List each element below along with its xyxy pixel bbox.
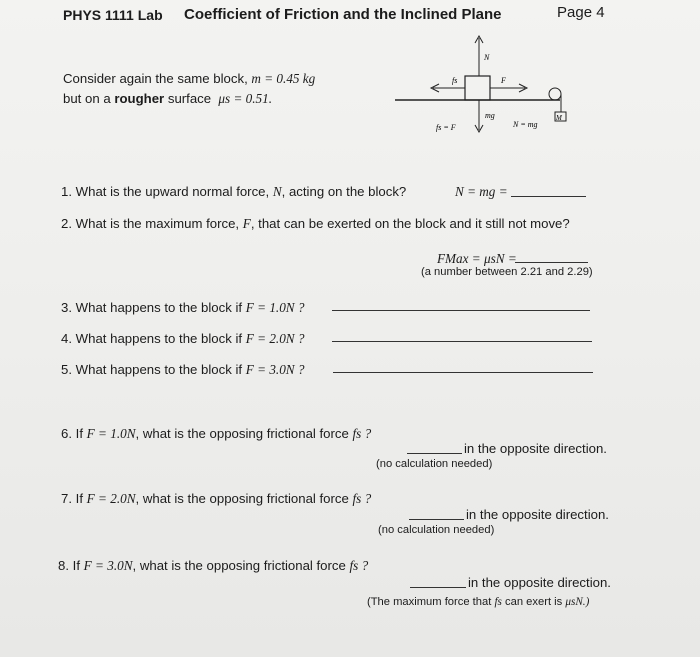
question-variable: N: [272, 184, 282, 199]
intro-text: Consider again the same block,: [63, 71, 248, 86]
question-number: 4.: [61, 331, 72, 346]
question-number: 6.: [61, 426, 72, 441]
q7-note: (no calculation needed): [378, 524, 495, 536]
q1-equation: N = mg =: [455, 184, 508, 199]
intro-bold-word: rougher: [114, 91, 165, 106]
q8-answer-blank[interactable]: [410, 587, 466, 588]
intro-line-2: [63, 91, 272, 107]
intro-text-3: surface: [167, 91, 212, 106]
question-number: 8.: [58, 558, 69, 573]
page-title: Coefficient of Friction and the Inclined Plane: [184, 6, 502, 23]
page-number: Page 4: [557, 4, 605, 21]
force-value: F = 3.0N: [83, 558, 133, 573]
q6-answer-suffix: in the opposite direction.: [464, 441, 607, 456]
q6-answer-blank[interactable]: [407, 453, 462, 454]
note-text-2: can exert is: [505, 596, 563, 608]
question-text: What is the upward normal force,: [75, 184, 270, 199]
question-text: What is the maximum force,: [75, 216, 240, 231]
normal-label: N: [484, 53, 490, 62]
q7-answer-suffix: in the opposite direction.: [466, 507, 609, 522]
question-text: If: [75, 491, 83, 506]
mu-value: μs = 0.51.: [218, 91, 273, 106]
force-value: F = 1.0N ?: [245, 300, 305, 315]
question-text: What happens to the block if: [75, 300, 243, 315]
force-value: F = 3.0N ?: [245, 362, 305, 377]
q4-answer-blank[interactable]: [332, 341, 592, 342]
force-value: F = 2.0N ?: [245, 331, 305, 346]
question-number: 1.: [61, 184, 72, 199]
question-text-2: , that can be exerted on the block and it still not move?: [250, 216, 570, 231]
q8-answer-suffix: in the opposite direction.: [468, 575, 611, 590]
question-3: [61, 300, 305, 316]
question-variable: fs ?: [352, 491, 372, 506]
force-diagram: [395, 30, 580, 140]
question-text-2: , what is the opposing frictional force: [132, 558, 346, 573]
applied-force-label: F: [501, 76, 506, 85]
question-2: [61, 216, 570, 232]
note-math: μsN.): [565, 596, 590, 608]
force-value: F = 2.0N: [86, 491, 136, 506]
force-value: F = 1.0N: [86, 426, 136, 441]
question-text: What happens to the block if: [75, 362, 243, 377]
q5-answer-blank[interactable]: [333, 372, 593, 373]
note-variable: fs: [494, 596, 502, 608]
question-8: [58, 558, 368, 574]
question-variable: F: [242, 216, 251, 231]
question-text: What happens to the block if: [75, 331, 243, 346]
question-7: [61, 491, 371, 507]
question-variable: fs ?: [352, 426, 372, 441]
question-text: If: [72, 558, 80, 573]
question-1: [61, 184, 406, 200]
q6-note: (no calculation needed): [376, 458, 493, 470]
question-text-2: , what is the opposing frictional force: [135, 491, 349, 506]
question-text: If: [75, 426, 83, 441]
question-text-2: , acting on the block?: [281, 184, 407, 199]
question-4: [61, 331, 305, 347]
block-shape: [465, 76, 490, 100]
hanging-mass-label: M: [556, 114, 562, 122]
question-number: 2.: [61, 216, 72, 231]
q3-answer-blank[interactable]: [332, 310, 590, 311]
pulley-shape: [549, 88, 561, 100]
q2-answer-blank[interactable]: [515, 262, 588, 263]
mass-value: m = 0.45 kg: [251, 71, 316, 86]
weight-label: mg: [485, 111, 495, 120]
normal-relation: N = mg: [513, 120, 538, 129]
q1-answer-blank[interactable]: [511, 196, 586, 197]
question-variable: fs ?: [349, 558, 369, 573]
intro-text-2: but on a: [63, 91, 111, 106]
q2-equation: FMax = μsN =: [437, 251, 517, 266]
friction-relation: fs = F: [436, 123, 456, 132]
q2-hint: (a number between 2.21 and 2.29): [421, 266, 593, 278]
question-6: [61, 426, 371, 442]
question-number: 5.: [61, 362, 72, 377]
q7-answer-blank[interactable]: [409, 519, 464, 520]
course-label: PHYS 1111 Lab: [63, 7, 163, 23]
intro-line-1: [63, 71, 315, 87]
question-number: 3.: [61, 300, 72, 315]
q8-note: [367, 596, 589, 608]
question-number: 7.: [61, 491, 72, 506]
friction-label: fs: [452, 76, 458, 85]
question-text-2: , what is the opposing frictional force: [135, 426, 349, 441]
note-text: (The maximum force that: [367, 596, 492, 608]
question-5: [61, 362, 305, 378]
